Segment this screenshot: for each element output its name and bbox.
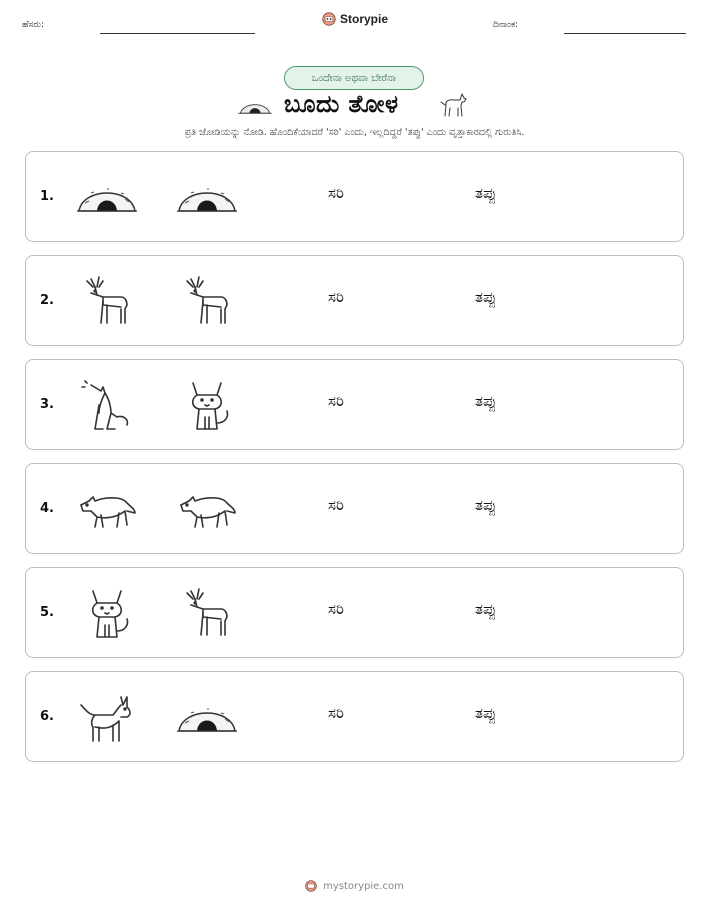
- question-number: 1.: [40, 189, 54, 204]
- worksheet-type-badge: ಒಂದೇನಾ ಅಥವಾ ಬೇರೆನಾ: [284, 66, 424, 90]
- date-label: ದಿನಾಂಕ:: [493, 20, 519, 30]
- footer: [0, 880, 709, 892]
- option-correct[interactable]: ಸರಿ: [328, 288, 344, 306]
- question-number: 4.: [40, 501, 54, 516]
- question-row: [25, 671, 684, 762]
- date-field[interactable]: [564, 33, 686, 34]
- question-row: [25, 567, 684, 658]
- option-correct[interactable]: ಸರಿ: [328, 184, 344, 202]
- name-field[interactable]: [100, 33, 255, 34]
- cave-icon: [238, 98, 272, 116]
- option-correct[interactable]: ಸರಿ: [328, 496, 344, 514]
- option-wrong[interactable]: ತಪ್ಪು: [475, 184, 497, 202]
- question-row: [25, 359, 684, 450]
- option-correct[interactable]: ಸರಿ: [328, 704, 344, 722]
- question-number: 2.: [40, 293, 54, 308]
- sitting-wolf-cub-icon: [177, 377, 237, 433]
- question-number: 5.: [40, 605, 54, 620]
- standing-wolf-icon: [77, 689, 137, 745]
- question-row: [25, 255, 684, 346]
- deer-icon: [177, 585, 237, 641]
- brand-name: Storypie: [340, 12, 389, 26]
- page-title: ಬೂದು ತೋಳ: [284, 90, 399, 118]
- title-row: [238, 88, 478, 124]
- question-row: [25, 463, 684, 554]
- dog-icon: [438, 88, 468, 120]
- deer-icon: [177, 273, 237, 329]
- walking-wolf-icon: [77, 481, 137, 537]
- deer-icon: [77, 273, 137, 329]
- name-label: ಹೆಸರು:: [22, 20, 45, 30]
- question-number: 3.: [40, 397, 54, 412]
- storypie-mascot-icon: [322, 12, 336, 26]
- option-wrong[interactable]: ತಪ್ಪು: [475, 392, 497, 410]
- instructions: ಪ್ರತಿ ಜೋಡಿಯನ್ನು ನೋಡಿ. ಹೊಂದಿಕೆಯಾದರೆ 'ಸರಿ' ಎಂದು, ಇಲ್ಲದಿದ್ದರೆ 'ತಪ್ಪು' ಎಂದು ವೃತ್ತಾಕಾರದಲ್ಲಿ ಗುರುತಿಸಿ.: [184, 127, 525, 138]
- sitting-wolf-cub-icon: [77, 585, 137, 641]
- cave-icon: [77, 169, 137, 225]
- question-number: 6.: [40, 709, 54, 724]
- option-wrong[interactable]: ತಪ್ಪು: [475, 704, 497, 722]
- option-wrong[interactable]: ತಪ್ಪು: [475, 288, 497, 306]
- option-correct[interactable]: ಸರಿ: [328, 392, 344, 410]
- question-row: [25, 151, 684, 242]
- brand-logo: [322, 12, 388, 26]
- option-correct[interactable]: ಸರಿ: [328, 600, 344, 618]
- footer-site: mystorypie.com: [323, 880, 404, 892]
- cave-icon: [177, 689, 237, 745]
- cave-icon: [177, 169, 237, 225]
- storypie-footer-icon: [305, 880, 317, 892]
- option-wrong[interactable]: ತಪ್ಪು: [475, 600, 497, 618]
- walking-wolf-icon: [177, 481, 237, 537]
- option-wrong[interactable]: ತಪ್ಪು: [475, 496, 497, 514]
- howling-wolf-icon: [77, 377, 137, 433]
